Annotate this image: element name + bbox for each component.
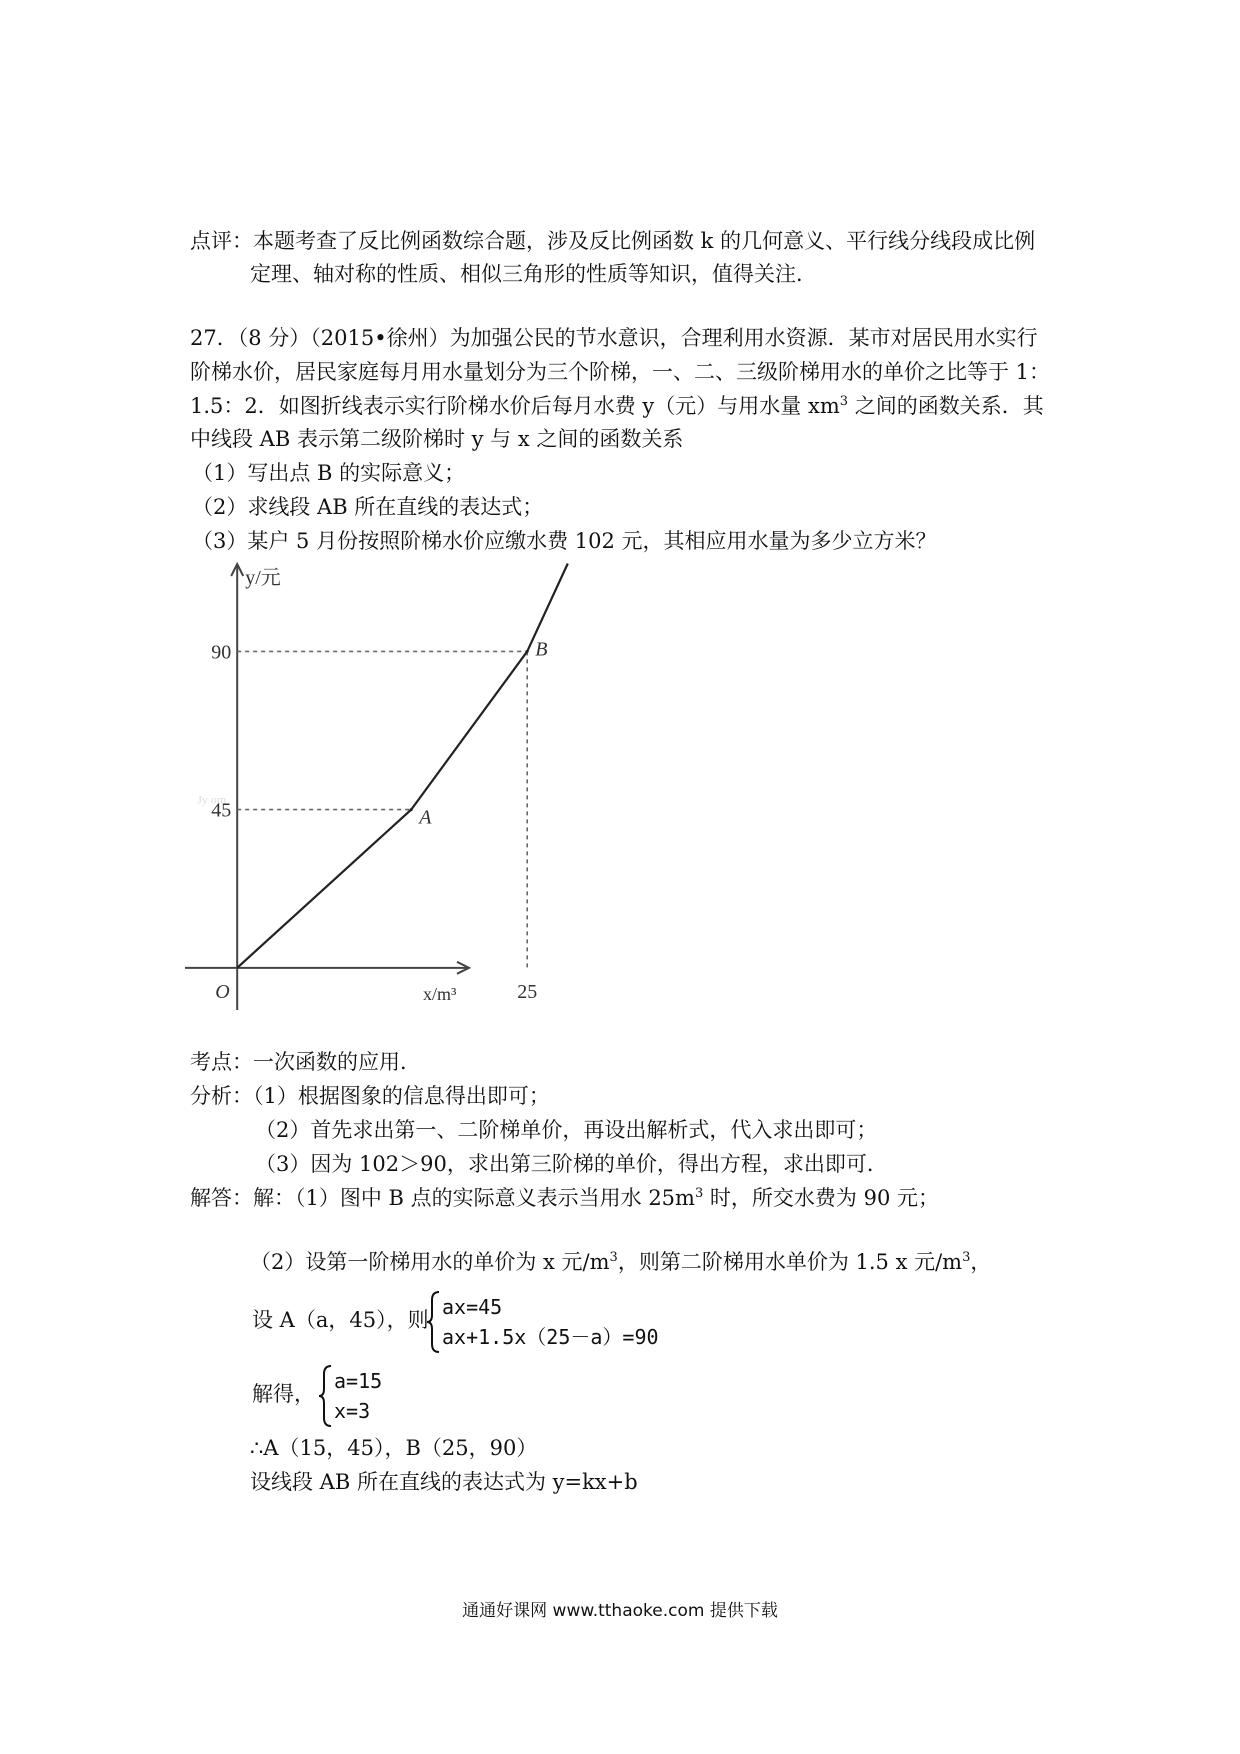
point-b — [526, 650, 529, 653]
problem-line-3 — [190, 391, 1044, 421]
jieda-text-1-post: 时，所交水费为 90 元； — [703, 1186, 939, 1210]
problem-line-1: 27．（8 分）（2015•徐州）为加强公民的节水意识，合理利用水资源．某市对居民用水实行 — [190, 326, 1038, 350]
fenxi-line-1 — [190, 1081, 550, 1111]
fenxi-text-1: （1）根据图象的信息得出即可； — [253, 1084, 550, 1108]
problem-line-2: 阶梯水价，居民家庭每月用水量划分为三个阶梯，一、二、三级阶梯用水的单价之比等于 1： — [190, 360, 1051, 384]
problem-line-3-post: 之间的函数关系．其 — [848, 394, 1044, 418]
step-2-post: ， — [970, 1250, 992, 1274]
question-1: （1）写出点 B 的实际意义； — [192, 461, 466, 485]
jieda-label: 解答： — [190, 1186, 253, 1210]
problem-line-3-pre: 1.5：2．如图折线表示实行阶梯水价后每月水费 y（元）与用水量 xm — [190, 394, 840, 418]
x-tick-label-25: 25 — [517, 980, 538, 1003]
step-2-mid: ，则第二阶梯用水单价为 1.5 x 元/m — [617, 1250, 963, 1274]
kaodian-label: 考点： — [190, 1050, 253, 1074]
system-1-eq-2: ax+1.5x（25－a）=90 — [442, 1325, 659, 1349]
system-2-lead: 解得， — [252, 1382, 315, 1406]
review-line-1 — [190, 226, 1035, 256]
jieda-text-1-pre: 解：（1）图中 B 点的实际意义表示当用水 25m — [253, 1186, 695, 1210]
step-2-line — [250, 1247, 991, 1277]
kaodian-text: 一次函数的应用． — [253, 1050, 421, 1074]
review-line-2: 定理、轴对称的性质、相似三角形的性质等知识，值得关注． — [250, 262, 817, 286]
point-a — [410, 808, 413, 811]
y-tick-label-90: 90 — [211, 641, 232, 664]
water-fee-chart — [185, 560, 548, 1010]
y-tick-label-45: 45 — [211, 799, 232, 822]
system-1-equations — [442, 1292, 659, 1352]
points-result: ∴A（15，45），B（25，90） — [250, 1436, 538, 1460]
fenxi-line-2: （2）首先求出第一、二阶梯单价，再设出解析式，代入求出即可； — [255, 1118, 878, 1142]
fee-line — [237, 564, 568, 968]
review-label: 点评： — [190, 229, 253, 253]
system-2-equations — [334, 1366, 382, 1426]
review-text-1: 本题考查了反比例函数综合题，涉及反比例函数 k 的几何意义、平行线分线段成比例 — [253, 229, 1036, 253]
fenxi-line-3: （3）因为 102＞90，求出第三阶梯的单价，得出方程，求出即可． — [255, 1152, 888, 1176]
problem-line-4: 中线段 AB 表示第二级阶梯时 y 与 x 之间的函数关系 — [190, 427, 684, 451]
system-1-lead: 设 A（a，45），则 — [252, 1308, 429, 1332]
x-axis-label: x/m³ — [423, 983, 457, 1004]
problem-line-3-sup: 3 — [839, 394, 849, 409]
question-3: （3）某户 5 月份按照阶梯水价应缴水费 102 元，其相应用水量为多少立方米？ — [192, 529, 937, 553]
step-2-sup-1: 3 — [609, 1250, 618, 1265]
system-2-eq-2: x=3 — [334, 1399, 371, 1423]
kaodian-line — [190, 1047, 421, 1077]
step-2-sup-2: 3 — [962, 1250, 971, 1265]
line-form: 设线段 AB 所在直线的表达式为 y=kx+b — [250, 1470, 638, 1494]
y-axis-label: y/元 — [245, 567, 281, 589]
watermark: Jy om — [197, 792, 227, 807]
brace-1-icon — [426, 1290, 442, 1354]
fenxi-label: 分析： — [190, 1084, 253, 1108]
brace-2-icon — [318, 1364, 334, 1428]
system-1-eq-1: ax=45 — [442, 1295, 503, 1319]
point-label-b: B — [535, 638, 548, 661]
footer-text: 通通好课网 www.tthaoke.com 提供下载 — [462, 1601, 778, 1621]
step-2-pre: （2）设第一阶梯用水的单价为 x 元/m — [250, 1250, 610, 1274]
question-2: （2）求线段 AB 所在直线的表达式； — [192, 495, 544, 519]
point-label-a: A — [419, 806, 432, 829]
jieda-line-1 — [190, 1183, 939, 1213]
system-2-eq-1: a=15 — [334, 1369, 383, 1393]
jieda-text-1-sup: 3 — [694, 1186, 704, 1201]
origin-label: O — [215, 980, 230, 1003]
